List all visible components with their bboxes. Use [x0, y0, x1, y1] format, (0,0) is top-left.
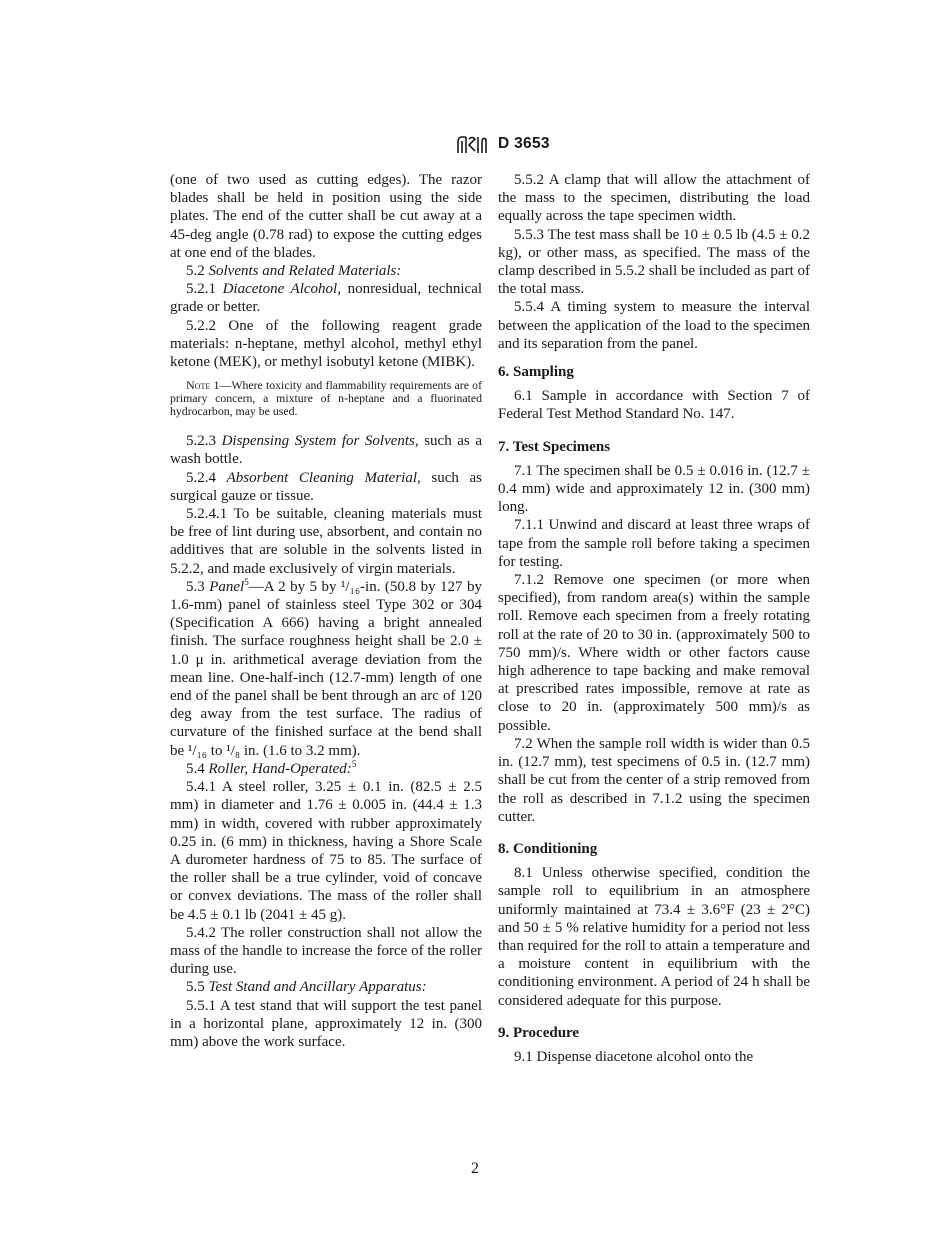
- section-7-1: 7.1 The specimen shall be 0.5 ± 0.016 in. (12.7 ± 0.4 mm) wide and approximately 12 in. (300 mm) long.: [498, 462, 810, 516]
- section-5-2-2: 5.2.2 One of the following reagent grade materials: n-heptane, methyl alcohol, methyl ethyl ketone (MEK), or methyl isobutyl ketone (MIBK).: [170, 317, 482, 371]
- heading-procedure: 9. Procedure: [498, 1024, 580, 1041]
- heading-sampling: 6. Sampling: [498, 364, 574, 381]
- page-header: [0, 133, 950, 163]
- note-1: Note 1—Where toxicity and flammability requirements are of primary concern, a mixture of n-heptane and a fluorinated hydrocarbon, may be used.: [170, 378, 483, 419]
- section-6-1: 6.1 Sample in accordance with Section 7 of Federal Test Method Standard No. 147.: [498, 388, 810, 423]
- section-5-2-4: 5.2.4 Absorbent Cleaning Material, such as surgical gauze or tissue.: [170, 469, 482, 504]
- standard-designation: D 3653: [498, 135, 550, 152]
- section-5-5: 5.5 Test Stand and Ancillary Apparatus:: [186, 979, 427, 996]
- section-7-1-1: 7.1.1 Unwind and discard at least three wraps of tape from the sample roll before taking a specimen for testing.: [498, 517, 810, 570]
- section-8-1: 8.1 Unless otherwise specified, condition the sample roll to equilibrium in an atmosphere uniformly maintained at 73.4 ± 3.6°F (23 ± 2°C) and 50 ± 5 % relative humidity for a period not less than required for the roll to attain a temperature and a moisture content in equilibrium with the conditioning environment. A period of 24 h shall be considered adequate for this purpose.: [498, 865, 810, 1009]
- section-5-2-4-1: 5.2.4.1 To be suitable, cleaning materials must be free of lint during use, absorbent, and contain no additives that are soluble in the solvents listed in 5.2.2, and made exclusively of virgin materials.: [170, 506, 482, 577]
- section-5-4: 5.4 Roller, Hand-Operated:$^5$: [186, 758, 357, 777]
- section-5-3: 5.3 Panel$^5$—A 2 by 5 by ¹/₁₆-in. (50.8 by 127 by 1.6-mm) panel of stainless steel Type 302 or 304 (Specification A 666) having a bright annealed finish. The surface roughness height shall be 2.0 ± 1.0 μ in. arithmetical average deviation from the mean line. One-half-inch (12.7-mm) length of one end of the panel shall be bent through an arc of 120 deg away from the test surface. The radius of curvature of the finished surface at the bend shall be ¹/₁₆ to ¹/₈ in. (1.6 to 3.2 mm).: [170, 576, 482, 759]
- section-5-5-2: 5.5.2 A clamp that will allow the attachment of the mass to the specimen, distributing the load equally across the tape specimen width.: [498, 172, 810, 225]
- page-number: 2: [471, 1160, 479, 1177]
- left-column: [170, 171, 482, 1051]
- section-5-4-2: 5.4.2 The roller construction shall not allow the mass of the handle to increase the force of the roller during use.: [170, 924, 482, 978]
- section-5-5-1: 5.5.1 A test stand that will support the test panel in a horizontal plane, approximately 12 in. (300 mm) above the work surface.: [170, 997, 482, 1050]
- section-5-2-3: 5.2.3 Dispensing System for Solvents, such as a wash bottle.: [170, 433, 482, 468]
- paragraph: (one of two used as cutting edges). The razor blades shall be held in position using the side plates. The end of the cutter shall be cut away at a 45-deg angle (0.78 rad) to expose the cutting edges at one end of the blades.: [170, 172, 482, 261]
- right-column: [498, 171, 810, 1066]
- section-7-2: 7.2 When the sample roll width is wider than 0.5 in. (12.7 mm), test specimens of 0.5 in. (12.7 mm) shall be cut from the center of a strip removed from the roll as described in 7.1.2 using the specimen cutter.: [498, 735, 810, 825]
- astm-logo-icon: [455, 133, 489, 157]
- section-7-1-2: 7.1.2 Remove one specimen (or more when specified), from random area(s) within the sample roll. Remove each specimen from a freely rotating roll at the rate of 20 to 30 in. (approximately 500 to 750 mm)/s. Where width or other factors cause high adherence to tape backing and make removal at prescribed rates impossible, remove at rate as close to 20 in. (approximately 500 mm)/s as possible.: [498, 572, 810, 734]
- section-5-4-1: 5.4.1 A steel roller, 3.25 ± 0.1 in. (82.5 ± 2.5 mm) in diameter and 1.76 ± 0.005 in. (44.4 ± 1.3 mm) in width, covered with rubber approximately 0.25 in. (6 mm) in thickness, having a Shore Scale A durometer hardness of 75 to 85. The surface of the roller shall be a true cylinder, void of concave or convex deviations. The mass of the roller shall be 4.5 ± 0.1 lb (2041 ± 45 g).: [170, 779, 482, 923]
- section-5-5-3: 5.5.3 The test mass shall be 10 ± 0.5 lb (4.5 ± 0.2 kg), or other mass, as specified. The mass of the clamp described in 5.5.2 shall be included as part of the total mass.: [498, 226, 810, 298]
- section-9-1: 9.1 Dispense diacetone alcohol onto the: [514, 1048, 754, 1065]
- section-5-5-4: 5.5.4 A timing system to measure the interval between the application of the load to the specimen and its separation from the panel.: [498, 299, 810, 352]
- section-5-2-1: 5.2.1 Diacetone Alcohol, nonresidual, technical grade or better.: [170, 281, 483, 316]
- heading-conditioning: 8. Conditioning: [498, 840, 598, 857]
- heading-test-specimens: 7. Test Specimens: [498, 438, 611, 455]
- section-5-2: 5.2 Solvents and Related Materials:: [186, 263, 402, 280]
